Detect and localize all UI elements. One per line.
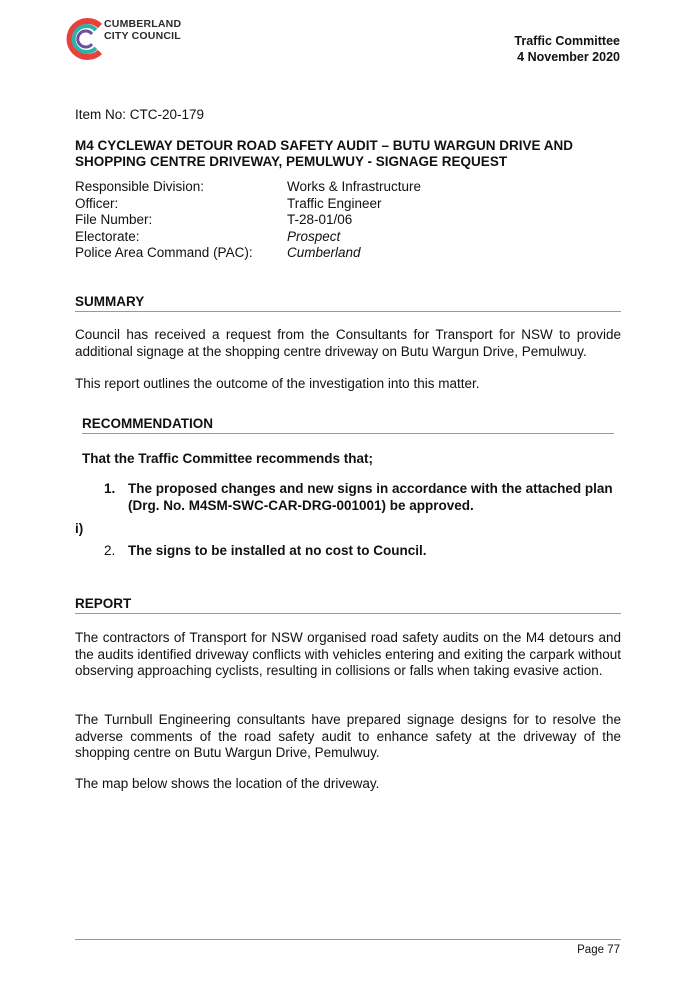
recommendation-item-number: 1.: [104, 481, 116, 496]
meta-value: T-28-01/06: [287, 212, 353, 227]
meta-label: Police Area Command (PAC):: [75, 245, 253, 260]
recommendation-heading: RECOMMENDATION: [82, 416, 614, 434]
recommendation-item-2: [104, 543, 616, 560]
meta-label: Responsible Division:: [75, 179, 205, 194]
meta-value: Traffic Engineer: [287, 195, 382, 211]
meta-row: [75, 229, 421, 246]
logo-line1: CUMBERLAND: [104, 18, 182, 30]
page-number: Page 77: [577, 944, 620, 956]
council-logo: [66, 12, 106, 66]
header-meeting: [514, 33, 620, 65]
footer-divider: [75, 939, 621, 940]
meta-row: [75, 245, 421, 262]
report-paragraph-1: The contractors of Transport for NSW organised road safety audits on the M4 detours and the audits identified driveway conflicts with vehicles entering and exiting the carpark without observing approaching cyclists, resulting in collisions or falls when taking evasive action.: [75, 630, 621, 678]
meta-label: File Number:: [75, 212, 153, 227]
meta-label: Officer:: [75, 195, 119, 211]
council-logo-icon: [66, 12, 106, 66]
report-paragraph-3: The map below shows the location of the driveway.: [75, 776, 380, 791]
meta-label: Electorate:: [75, 228, 140, 244]
report-heading: REPORT: [75, 596, 621, 614]
meta-row: [75, 196, 421, 213]
summary-paragraph-1: Council has received a request from the Consultants for Transport for NSW to provide additional signage at the shopping centre driveway on Butu Wargun Drive, Pemulwuy.: [75, 327, 621, 359]
recommendation-item-text: The proposed changes and new signs in accordance with the attached plan (Drg. No. M4SM-SWC-CAR-DRG-001001) be approved.: [128, 481, 613, 513]
report-paragraph-2: The Turnbull Engineering consultants have prepared signage designs for to resolve the adverse comments of the road safety audit to enhance safety at the driveway of the shopping centre on Butu Wargun Drive, Pemulwuy.: [75, 712, 621, 760]
meta-value: Works & Infrastructure: [287, 179, 422, 194]
report-title: M4 CYCLEWAY DETOUR ROAD SAFETY AUDIT – BUTU WARGUN DRIVE AND SHOPPING CENTRE DRIVEWAY, PEMULWUY - SIGNAGE REQUEST: [75, 138, 574, 169]
meta-value: Prospect: [287, 228, 341, 244]
recommendation-marker: i): [75, 521, 84, 536]
summary-heading: SUMMARY: [75, 294, 621, 312]
meeting-date: 4 November 2020: [517, 50, 620, 64]
logo-text: [104, 18, 181, 42]
recommendation-item-number: 2.: [104, 543, 116, 558]
recommendation-intro: That the Traffic Committee recommends that;: [82, 451, 374, 466]
item-number: Item No: CTC-20-179: [75, 107, 205, 122]
recommendation-item-1: [104, 481, 616, 514]
meta-value: Cumberland: [287, 245, 361, 260]
committee-name: Traffic Committee: [514, 34, 620, 48]
meta-table: [75, 179, 421, 262]
meta-row: [75, 179, 421, 196]
meta-row: [75, 212, 421, 229]
summary-paragraph-2: This report outlines the outcome of the investigation into this matter.: [75, 376, 480, 391]
logo-line2: CITY COUNCIL: [104, 30, 181, 42]
recommendation-item-text: The signs to be installed at no cost to Council.: [128, 543, 427, 558]
